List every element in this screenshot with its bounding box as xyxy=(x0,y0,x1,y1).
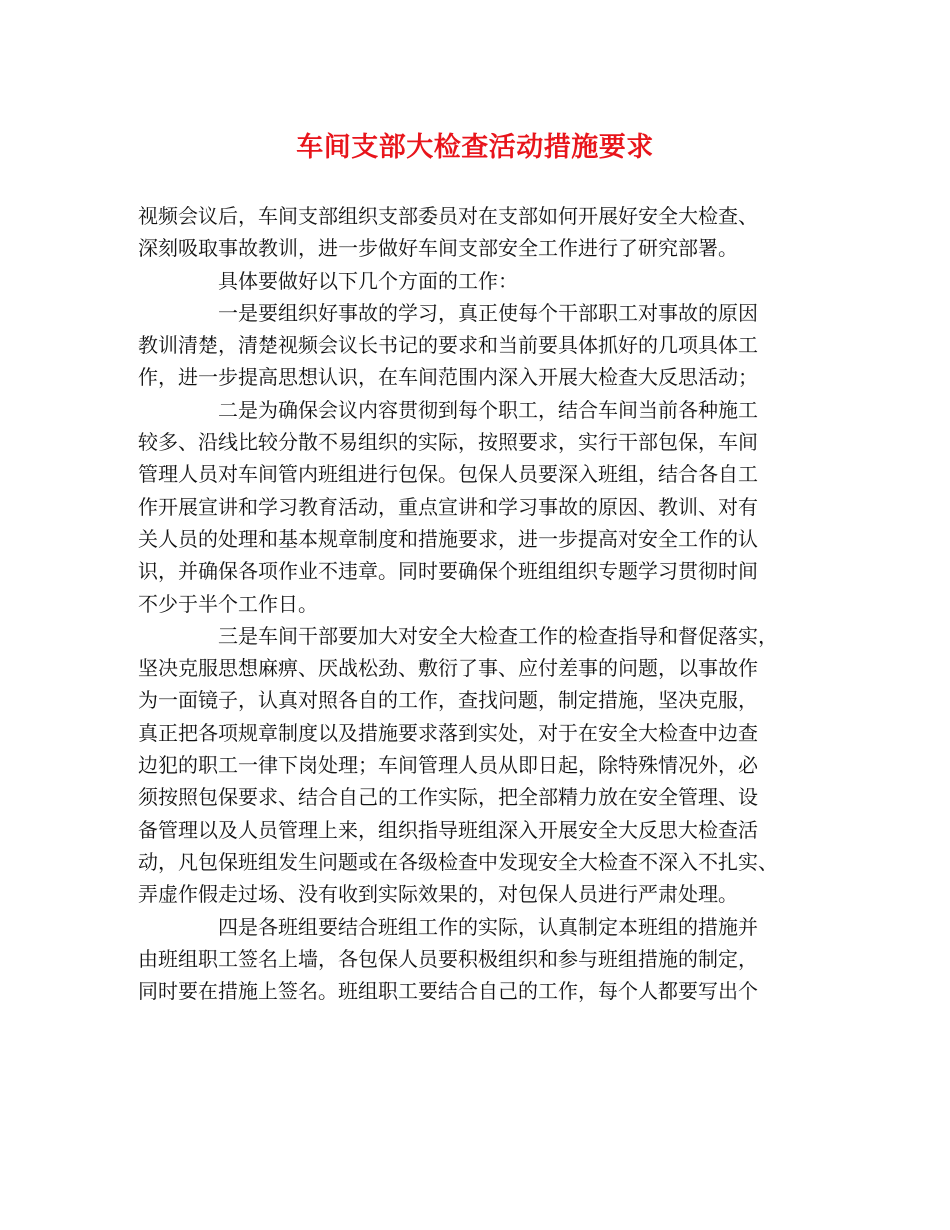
text-line: 关人员的处理和基本规章制度和措施要求，进一步提高对安全工作的认 xyxy=(138,526,758,551)
text-line: 作，进一步提高思想认识，在车间范围内深入开展大检查大反思活动； xyxy=(138,365,758,390)
text-line: 具体要做好以下几个方面的工作： xyxy=(218,268,518,293)
text-line: 一是要组织好事故的学习，真正使每个干部职工对事故的原因 xyxy=(218,300,758,325)
text-line: 视频会议后，车间支部组织支部委员对在支部如何开展好安全大检查、 xyxy=(138,204,758,228)
text-line: 较多、沿线比较分散不易组织的实际，按照要求，实行干部包保，车间 xyxy=(138,430,758,455)
text-line: 弄虚作假走过场、没有收到实际效果的，对包保人员进行严肃处理。 xyxy=(138,882,738,907)
text-line: 不少于半个工作日。 xyxy=(138,591,318,616)
text-line: 四是各班组要结合班组工作的实际，认真制定本班组的措施并 xyxy=(218,914,758,939)
document-body xyxy=(138,200,828,1007)
text-line: 坚决克服思想麻痹、厌战松劲、敷衍了事、应付差事的问题，以事故作 xyxy=(138,656,758,681)
text-line: 由班组职工签名上墙，各包保人员要积极组织和参与班组措施的制定， xyxy=(138,946,758,971)
text-line: 识，并确保各项作业不违章。同时要确保个班组组织专题学习贯彻时间 xyxy=(138,559,758,584)
document-title: 车间支部大检查活动措施要求 xyxy=(296,132,654,163)
text-line: 三是车间干部要加大对安全大检查工作的检查指导和督促落实， xyxy=(218,623,778,648)
text-line: 真正把各项规章制度以及措施要求落到实处，对于在安全大检查中边查 xyxy=(138,720,758,745)
text-line: 为一面镜子，认真对照各自的工作，查找问题，制定措施，坚决克服， xyxy=(138,688,758,713)
text-line: 作开展宣讲和学习教育活动，重点宣讲和学习事故的原因、教训、对有 xyxy=(138,494,758,519)
text-line: 边犯的职工一律下岗处理；车间管理人员从即日起，除特殊情况外，必 xyxy=(138,753,758,778)
text-line: 须按照包保要求、结合自己的工作实际，把全部精力放在安全管理、设 xyxy=(138,785,758,810)
text-line: 教训清楚，清楚视频会议长书记的要求和当前要具体抓好的几项具体工 xyxy=(138,333,758,358)
text-line: 二是为确保会议内容贯彻到每个职工，结合车间当前各种施工 xyxy=(218,397,758,422)
text-line: 管理人员对车间管内班组进行包保。包保人员要深入班组，结合各自工 xyxy=(138,462,758,487)
text-line: 同时要在措施上签名。班组职工要结合自己的工作，每个人都要写出个 xyxy=(138,979,758,1004)
text-line: 动，凡包保班组发生问题或在各级检查中发现安全大检查不深入不扎实、 xyxy=(138,849,778,874)
text-line: 备管理以及人员管理上来，组织指导班组深入开展安全大反思大检查活 xyxy=(138,817,758,842)
text-line: 深刻吸取事故教训，进一步做好车间支部安全工作进行了研究部署。 xyxy=(138,236,738,261)
